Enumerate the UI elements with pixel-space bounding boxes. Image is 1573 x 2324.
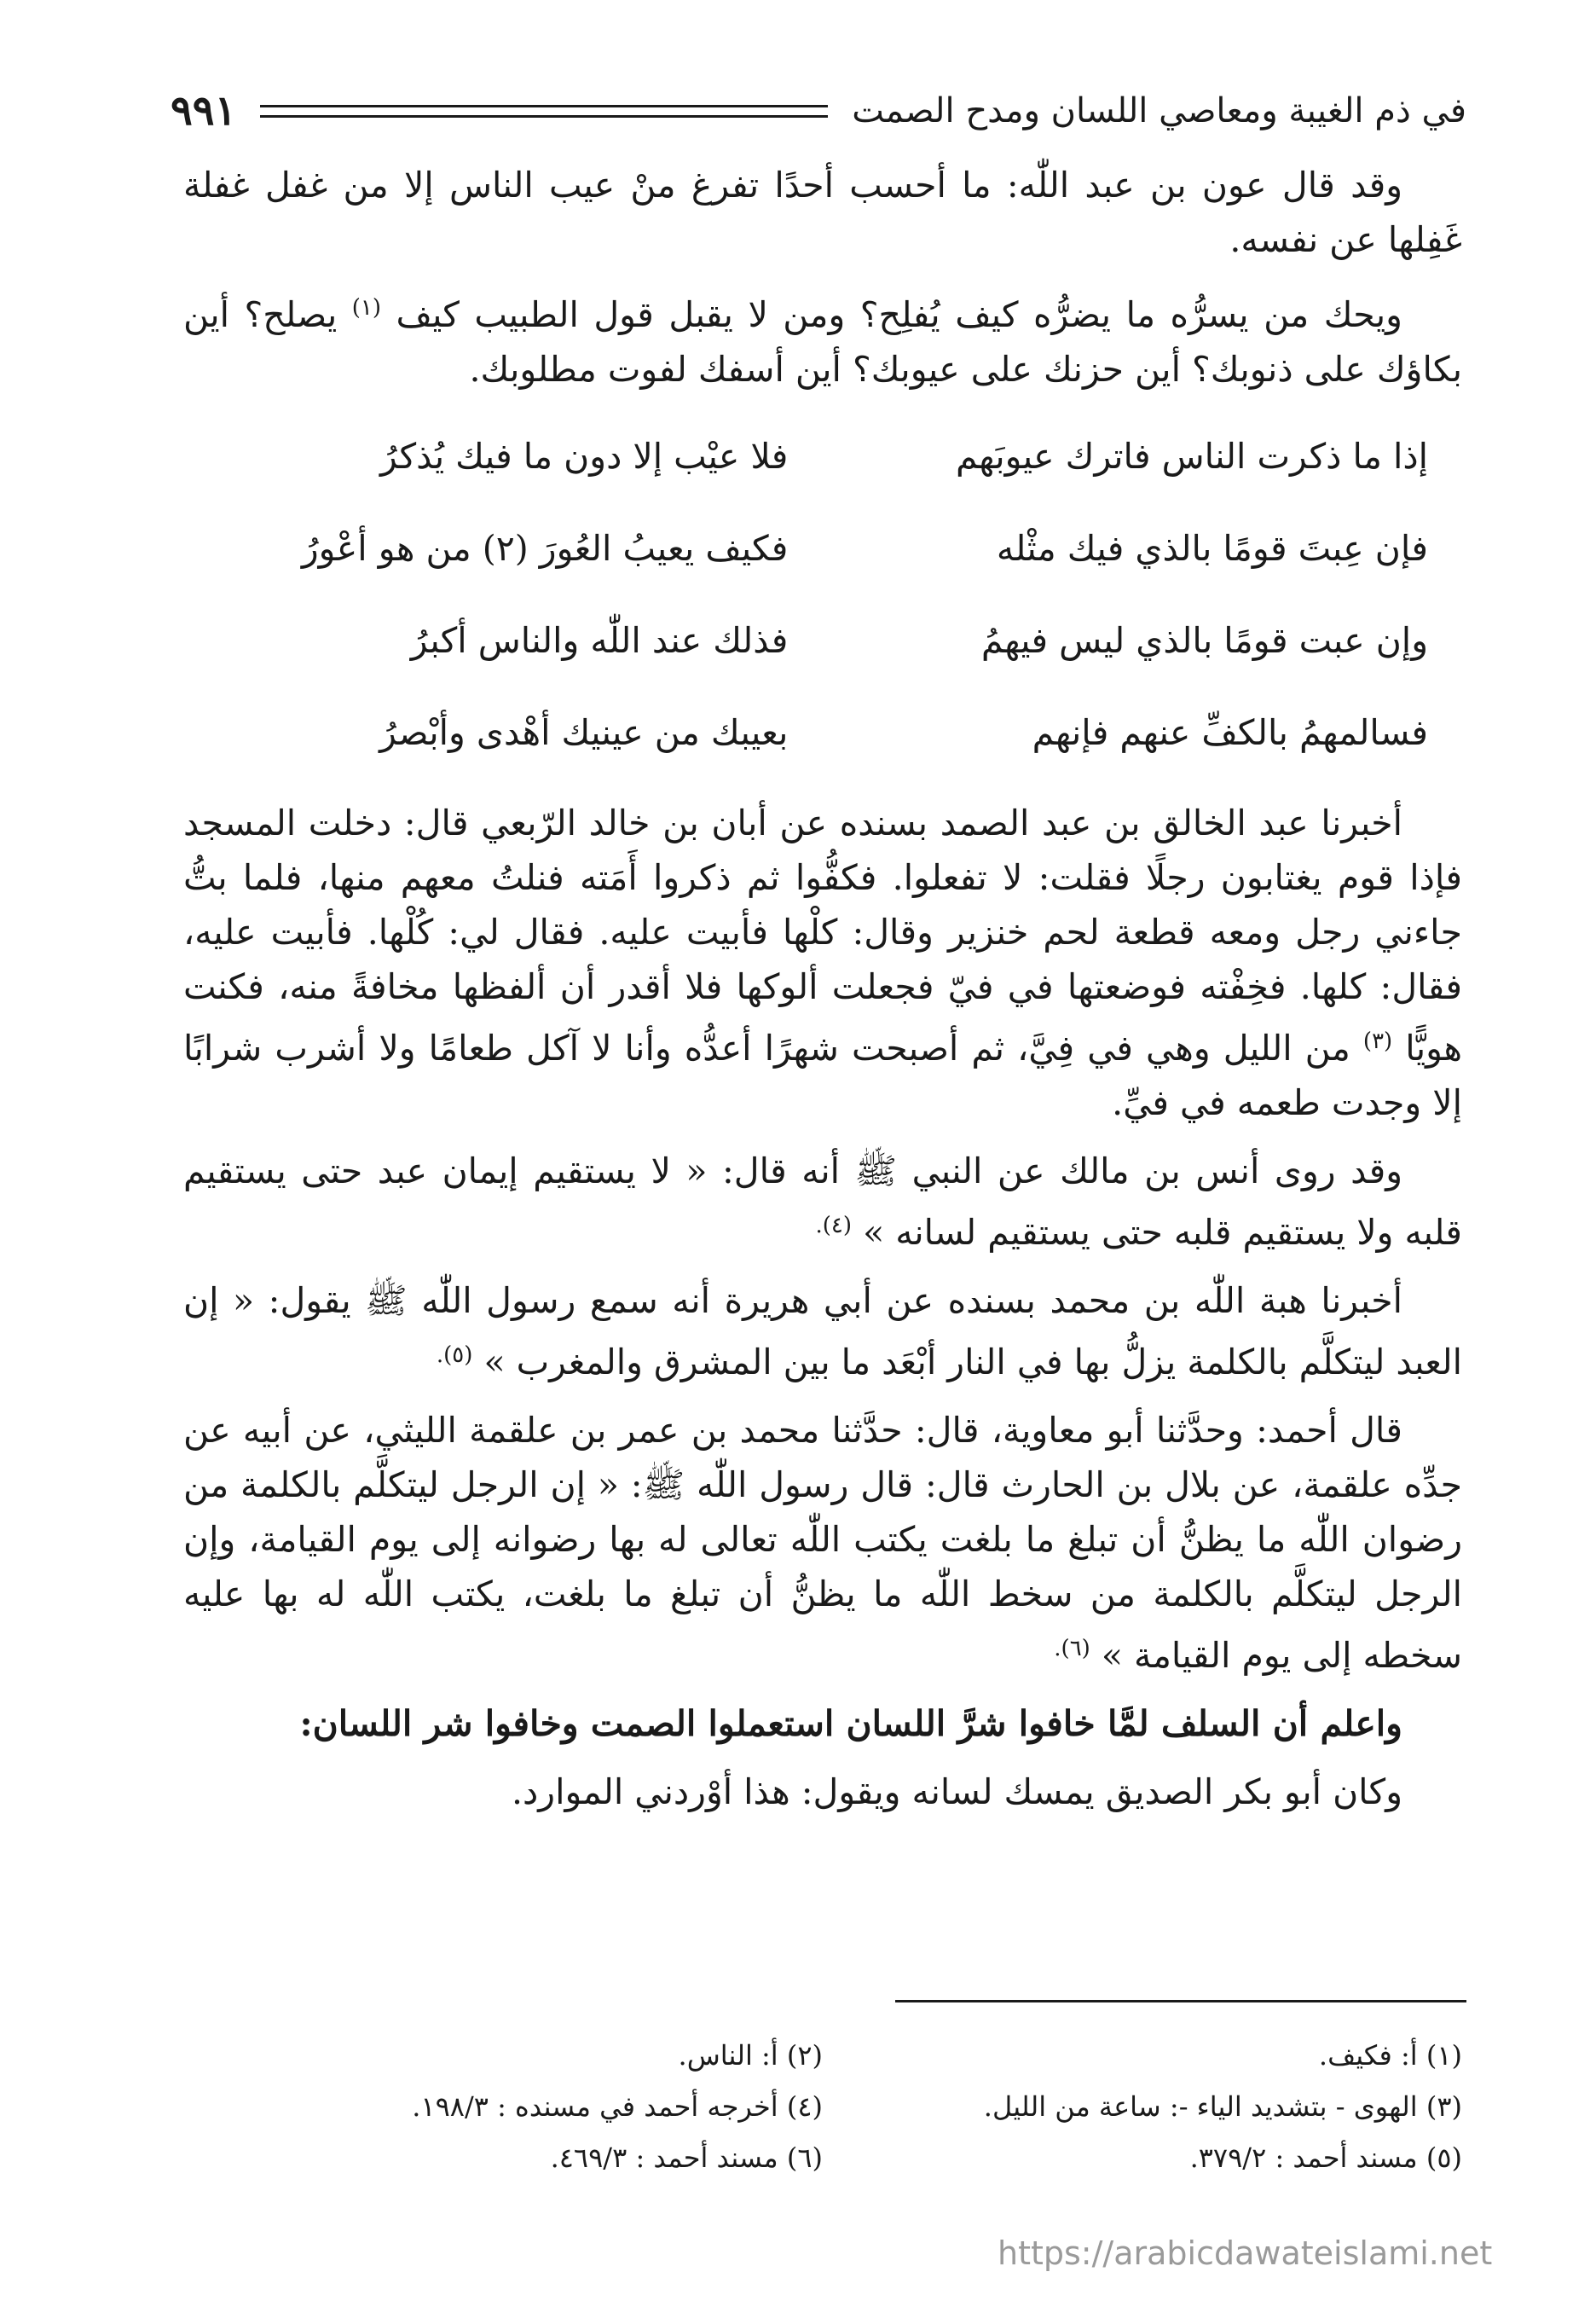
footnote-ref-5: (٥). — [436, 1342, 473, 1368]
paragraph-1: وقد قال عون بن عبد اللّٰه: ما أحسب أحدًا تفرغ منْ عيب الناس إلا من غفل غفلة غَفِلها عن نفسه. — [183, 165, 1462, 260]
verse-first-hemistich: إذا ما ذكرت الناس فاترك عيوبَهم — [956, 436, 1428, 477]
paragraph-6 — [183, 1403, 1462, 1683]
footnote-2: (٢) أ: الناس. — [678, 2039, 823, 2072]
paragraph-7: وكان أبو بكر الصديق يمسك لسانه ويقول: هذا أوْردني الموارد. — [512, 1771, 1402, 1812]
section-heading: واعلم أن السلف لمَّا خافوا شرَّ اللسان استعملوا الصمت وخافوا شر اللسان: — [299, 1703, 1402, 1744]
footnote-row — [183, 2132, 1462, 2183]
footnote-ref-3: (٣) — [1362, 1029, 1393, 1054]
running-header — [171, 81, 1466, 141]
footnote-ref-4: (٤). — [815, 1213, 853, 1238]
paragraph-2-text-a: ويحك من يسرُّه ما يضرُّه كيف يُفلِح؟ ومن لا يقبل قول الطبيب كيف — [396, 294, 1402, 335]
footnote-ref-6: (٦). — [1054, 1636, 1090, 1661]
footnotes — [183, 2030, 1462, 2183]
footnote-separator — [895, 2000, 1466, 2002]
footnote-3: (٣) الهوى - بتشديد الياء -: ساعة من الليل. — [983, 2090, 1462, 2123]
footnote-row — [183, 2081, 1462, 2132]
paragraph-4 — [183, 1144, 1462, 1260]
poem-verse — [183, 410, 1462, 502]
header-rule — [260, 105, 828, 118]
verse-first-hemistich: فسالمهمُ بالكفِّ عنهم فإنهم — [1032, 712, 1428, 753]
verse-first-hemistich: فإن عِبتَ قومًا بالذي فيك مثْله — [996, 528, 1428, 569]
paragraph-3-text-a: أخبرنا عبد الخالق بن عبد الصمد بسنده عن أبان بن خالد الرّبعي قال: دخلت المسجد فإذا قوم يغتابون رجلًا فقلت: لا تفعلوا. فكفُّوا ثم ذكروا أَمَته فنلتُ معهم منها، فلما بتُّ جاءني رجل ومعه قطعة لحم خنزير وقال: كلْها فأبيت عليه. فقال لي: كُلْها. فأبيت عليه، فقال: كلها. فخِفْته فوضعتها في فيّ فجعلت ألوكها فلا أقدر أن ألفظها مخافةً منه، فكنت هويًّا — [183, 803, 1462, 1069]
verse-second-hemistich: فكيف يعيبُ العُورَ (٢) من هو أعْورُ — [301, 528, 789, 569]
poem — [183, 410, 1462, 779]
paragraph-3-text-b: من الليل وهي في فِيَّ، ثم أصبحت شهرًا أعدُّه وأنا لا آكل طعامًا ولا أشرب شرابًا إلا وجدت طعمه في فيِّ. — [183, 1028, 1462, 1123]
verse-second-hemistich: بعيبك من عينيك أهْدى وأبْصرُ — [379, 712, 789, 753]
main-text — [183, 158, 1462, 1833]
verse-first-hemistich: وإن عبت قومًا بالذي ليس فيهمُ — [980, 620, 1428, 661]
poem-verse — [183, 502, 1462, 594]
page-number: ٩٩١ — [171, 87, 237, 135]
paragraph-5 — [183, 1273, 1462, 1389]
footnote-6: (٦) مسند أحمد : ٤٦٩/٣. — [550, 2141, 823, 2174]
verse-second-hemistich: فذلك عند اللّٰه والناس أكبرُ — [410, 620, 789, 661]
poem-verse — [183, 687, 1462, 779]
footnote-5: (٥) مسند أحمد : ٣٧٩/٢. — [1189, 2141, 1462, 2174]
paragraph-2 — [183, 281, 1462, 397]
paragraph-4-text: وقد روى أنس بن مالك عن النبي ﷺ أنه قال: « لا يستقيم إيمان عبد حتى يستقيم قلبه ولا يستقيم قلبه حتى يستقيم لسانه » — [183, 1150, 1462, 1253]
verse-second-hemistich: فلا عيْب إلا دون ما فيك يُذكرُ — [380, 436, 789, 477]
paragraph-6-text: قال أحمد: وحدَّثنا أبو معاوية، قال: حدَّثنا محمد بن عمر بن علقمة الليثي، عن أبيه عن جدِّه علقمة، عن بلال بن الحارث قال: قال رسول اللّٰه ﷺ: « إن الرجل ليتكلَّم بالكلمة من رضوان اللّٰه ما يظنُّ أن تبلغ ما بلغت يكتب اللّٰه تعالى له بها رضوانه إلى يوم القيامة، وإن الرجل ليتكلَّم بالكلمة من سخط اللّٰه ما يظنُّ أن تبلغ ما بلغت، يكتب اللّٰه له بها عليه سخطه إلى يوم القيامة » — [183, 1410, 1462, 1676]
poem-verse — [183, 594, 1462, 687]
watermark-url: https://arabicdawateislami.net — [998, 2234, 1493, 2272]
footnote-4: (٤) أخرجه أحمد في مسنده : ١٩٨/٣. — [412, 2090, 823, 2123]
footnote-ref-1: (١) — [351, 295, 382, 321]
chapter-title: في ذم الغيبة ومعاصي اللسان ومدح الصمت — [852, 91, 1466, 130]
footnote-row — [183, 2030, 1462, 2081]
paragraph-3 — [183, 796, 1462, 1130]
paragraph-5-text: أخبرنا هبة اللّٰه بن محمد بسنده عن أبي هريرة أنه سمع رسول اللّٰه ﷺ يقول: « إن العبد ليتكلَّم بالكلمة يزلُّ بها في النار أبْعَد ما بين المشرق والمغرب » — [183, 1280, 1462, 1382]
footnote-1: (١) أ: فكيف. — [1318, 2039, 1462, 2072]
paragraph-2-text-b: يصلح؟ أين بكاؤك على ذنوبك؟ أين حزنك على عيوبك؟ أين أسفك لفوت مطلوبك. — [183, 294, 1462, 390]
